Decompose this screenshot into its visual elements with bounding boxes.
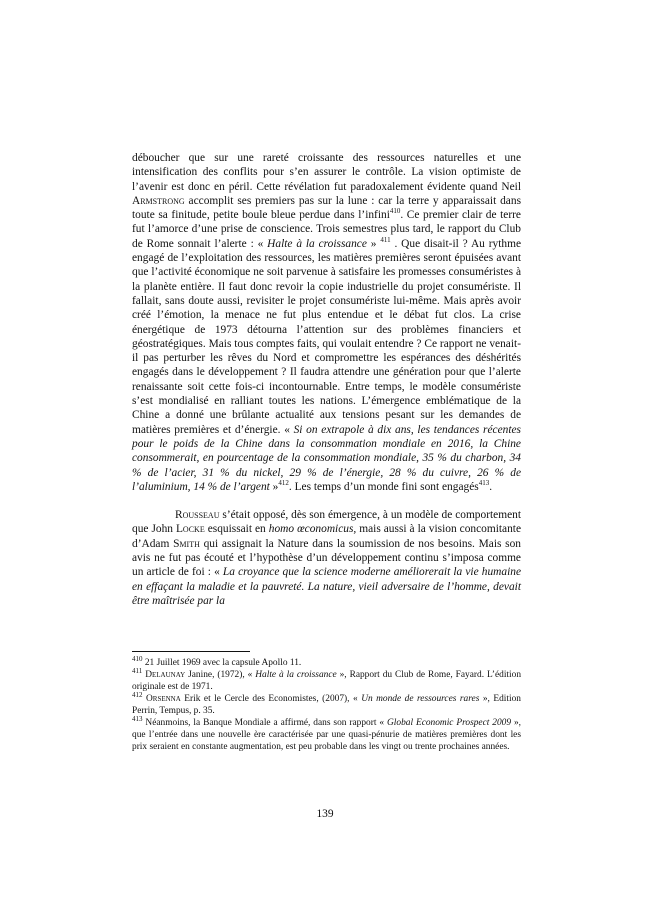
footnote-number: 413 — [132, 714, 143, 723]
footnote-ref-410[interactable]: 410 — [389, 207, 401, 216]
footnotes — [132, 654, 522, 753]
author-rousseau: Rousseau — [175, 509, 220, 522]
footnote-separator — [132, 651, 250, 652]
footnote-number: 410 — [132, 654, 143, 663]
quote-science: La croyance que la science moderne améliorerait la vie humaine en effaçant la maladie et la pauvreté. La nature, vieil adversaire de l’homme, devait être maîtrisée par la — [132, 566, 522, 607]
author-armstrong: Armstrong — [132, 194, 185, 207]
title-halte: Halte à la croissance — [267, 237, 367, 250]
footnote-412: $^{412}$ Orsenna Erik et le Cercle des Economistes, (2007), « Un monde de ressources rares », Edition Perrin, Tempus, p. 35. — [132, 690, 521, 716]
footnote-author: Delaunay — [145, 670, 186, 680]
footnote-411: $^{411}$ Delaunay Janine, (1972), « Halte à la croissance », Rapport du Club de Rome, Fayard. L’édition originale est de 1971. — [132, 666, 522, 692]
author-locke: Locke — [175, 523, 205, 536]
author-smith: Smith — [173, 537, 200, 550]
footnote-number: 411 — [132, 666, 143, 675]
term-homo-oeconomicus: homo œconomicus, — [268, 523, 357, 536]
page-number: 139 — [316, 808, 334, 820]
footnote-413: $^{413}$ Néanmoins, la Banque Mondiale a affirmé, dans son rapport « Global Economic Prospect 2009 », que l’entrée dans une nouvelle ère caractérisée par une quasi-pénurie de matières premières dont les prix seraient en constante augmentation, est peu probable dans les vingt ou trente prochaines années. — [132, 714, 522, 752]
footnote-ref-413[interactable]: 413 — [478, 479, 490, 488]
paragraph-2: Rousseau s’était opposé, dès son émergence, à un modèle de comportement que John Locke esquissait en homo œconomicus, mais aussi à la vision concomitante d’Adam Smith qui assignait la Nature dans la soumission de nos besoins. Mais son avis ne fut pas écouté et l’hypothèse d’un développement continu s’imposa comme un article de foi : « La croyance que la science moderne améliorerait la vie humaine en effaçant la maladie et la pauvreté. La nature, vieil adversaire de l’homme, devait être maîtrisée par la — [132, 509, 522, 607]
quote-china: Si on extrapole à dix ans, les tendances récentes pour le poids de la Chine dans la consommation mondiale en 2016, la Chine consommerait, en pourcentage de la consommation mondiale, 35 % du charbon, 34 % de l’acier, 31 % du nickel, 29 % de l’énergie, 28 % du cuivre, 26 % de l’aluminium, 14 % de l’argent — [132, 423, 521, 493]
footnote-410: $^{410}$ 21 Juillet 1969 avec la capsule Apollo 11. — [132, 654, 302, 668]
footnote-number: 412 — [132, 690, 143, 699]
footnote-ref-411[interactable]: 411 — [380, 235, 391, 244]
footnote-author: Orsenna — [146, 694, 181, 704]
footnote-ref-412[interactable]: 412 — [278, 479, 289, 488]
paragraph-1: déboucher que sur une rareté croissante des ressources naturelles et une intensification des conflits pour s’en assurer le contrôle. La vision optimiste de l’avenir est donc en péril. Cette révélation fut paradoxalement évidente quand Neil Armstrong accomplit ses premiers pas sur la lune : car la terre y apparaissait dans toute sa finitude, petite boule bleue perdue dans l’infini$^{410}$. Ce premier clair de terre fut l’amorce d’une prise de conscience. Trois semestres plus tard, le rapport du Club de Rome sonnait l’alerte : « Halte à la croissance » $^{411}$ . Que disait-il ? Au rythme engagé de l’exploitation des ressources, les matières premières seront épuisées avant que l’activité économique ne soit parvenue à satisfaire les promesses consuméristes à la planète entière. Il faut donc revoir la copie industrielle du projet consumériste. Il fallait, sans doute aussi, revisiter le projet consumériste lui-même. Mais après avoir créé l’émotion, la menace ne fut plus entendue et le débat fut clos. La crise énergétique de 1973 détourna l’attention sur des problèmes financiers et géostratégiques. Mais tous comptes faits, qui voulait entendre ? Ce rapport ne venait-il pas perturber les rêves du Nord et compromettre les espérances des déshérités engagés dans le développement ? Il faudra attendre une génération pour que l’alerte renaissante soit cette fois-ci incontournable. Entre temps, le modèle consumériste s’est mondialisé en ralliant toutes les nations. L’émergence emblématique de la Chine a donné une brûlante actualité aux tensions pesant sur les demandes de matières premières et d’énergie. « Si on extrapole à dix ans, les tendances récentes pour le poids de la Chine dans la consommation mondiale en 2016, la Chine consommerait, en pourcentage de la consommation mondiale, 35 % du charbon, 34 % de l’acier, 31 % du nickel, 29 % de l’énergie, 28 % du cuivre, 26 % de l’aluminium, 14 % de l’argent »$^{412}$. Les temps d’un monde fini sont engagés$^{413}$. — [132, 152, 521, 493]
body-text — [132, 151, 521, 608]
